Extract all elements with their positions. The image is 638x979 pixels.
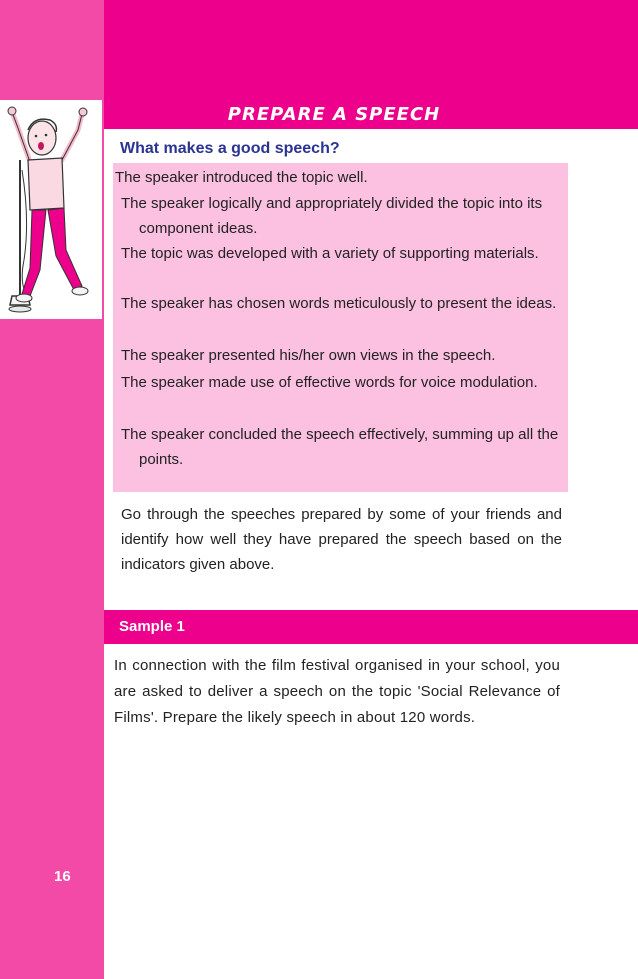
sample-label: Sample 1: [119, 618, 185, 635]
criteria-item: The topic was developed with a variety of supporting materials.: [121, 245, 539, 262]
singer-with-microphone-illustration: [0, 100, 102, 319]
criteria-item: The speaker presented his/her own views in the speech.: [121, 347, 496, 364]
page-number: 16: [54, 868, 71, 885]
criteria-item: The speaker introduced the topic well.: [115, 169, 368, 186]
criteria-heading: What makes a good speech?: [120, 140, 340, 157]
criteria-item: The speaker concluded the speech effectively, summing up all the points.: [121, 426, 559, 468]
page-title: PREPARE A SPEECH: [227, 104, 441, 125]
criteria-item: The speaker made use of effective words for voice modulation.: [121, 374, 538, 391]
sample-header-bar: [104, 610, 638, 644]
instruction-text: Go through the speeches prepared by some of your friends and identify how well they have prepared the speech based on the indicators given above.: [121, 506, 562, 573]
criteria-box: [113, 163, 568, 492]
sample-text: In connection with the film festival organised in your school, you are asked to deliver a speech on the topic 'Social Relevance of Films'. Prepare the likely speech in about 120 words.: [114, 657, 560, 726]
criteria-item: The speaker has chosen words meticulously to present the ideas.: [121, 295, 557, 312]
criteria-item: The speaker logically and appropriately divided the topic into its component ideas.: [121, 195, 543, 237]
